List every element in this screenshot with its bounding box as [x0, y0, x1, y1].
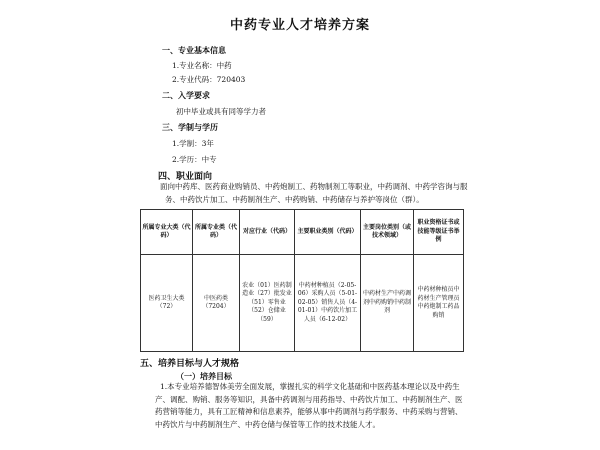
- career-table: [140, 209, 464, 352]
- major-code: 2.专业代码：720403: [172, 75, 246, 84]
- header-occupation: 主要职业类别（代码）: [295, 210, 361, 255]
- career-orientation-text: 面向中药库、医药商业购销员、中药炮制工、药物制剂工等职业，中药调剂、中药学咨询与服务、中药饮片加工、中药制剂生产、中药购销、中药储存与养护等岗位（群）。: [160, 182, 468, 204]
- cell-subcategory: 中医药类（7204）: [193, 255, 240, 352]
- table-header-row: [141, 210, 464, 255]
- cell-category: 医药卫生大类（72）: [141, 255, 193, 352]
- header-category: 所属专业大类（代码）: [141, 210, 193, 255]
- header-subcategory: 所属专业类（代码）: [193, 210, 240, 255]
- admission-requirement: 初中毕业或具有同等学力者: [176, 107, 266, 116]
- header-certificate: 职业资格证书或技能等级证书举例: [414, 210, 464, 255]
- section3-heading: 三、学制与学历: [162, 122, 218, 132]
- header-industry: 对应行业（代码）: [240, 210, 295, 255]
- section2-heading: 二、入学要求: [162, 90, 210, 100]
- degree-level: 2.学历：中专: [172, 155, 217, 164]
- section4-heading: 四、职业面向: [158, 172, 213, 182]
- section1-heading: 一、专业基本信息: [162, 45, 226, 55]
- table-row: [141, 255, 464, 352]
- cell-occupation: 中药材种植员（2-05-06）采购人员（5-01-02-05）销售人员（4-01-01）中药饮片加工人员（6-12-02）: [295, 255, 361, 352]
- document-title: 中药专业人才培养方案: [229, 18, 370, 33]
- cell-industry: 农业（01）医药制造业（27）批发业（51）零售业（52）仓储业（59）: [240, 255, 295, 352]
- study-years: 1.学制：3年: [172, 139, 214, 148]
- training-goal-heading: （一）培养目标: [176, 371, 232, 381]
- cell-certificate: 中药材种植员中药材生产管理员中药炮制工药品购销: [414, 255, 464, 352]
- cell-position: 中药材生产中药调剂中药购销中药制剂: [361, 255, 414, 352]
- training-goal-text: 1.本专业培养德智体美劳全面发展，掌握扎实的科学文化基础和中医药基本理论以及中药生产、调配、购销、服务等知识，具备中药调剂与用药指导、中药饮片加工、中药制剂生产、医药营销等能力，具有工匠精神和信息素养，能够从事中药调剂与药学服务、中药采购与营销、中药饮片与中药制剂生产、中药仓储与保管等工作的技术技能人才。: [155, 382, 463, 429]
- major-name: 1.专业名称：中药: [172, 61, 232, 70]
- section5-heading: 五、培养目标与人才规格: [140, 359, 240, 369]
- header-position: 主要岗位类别（或技术领域）: [361, 210, 414, 255]
